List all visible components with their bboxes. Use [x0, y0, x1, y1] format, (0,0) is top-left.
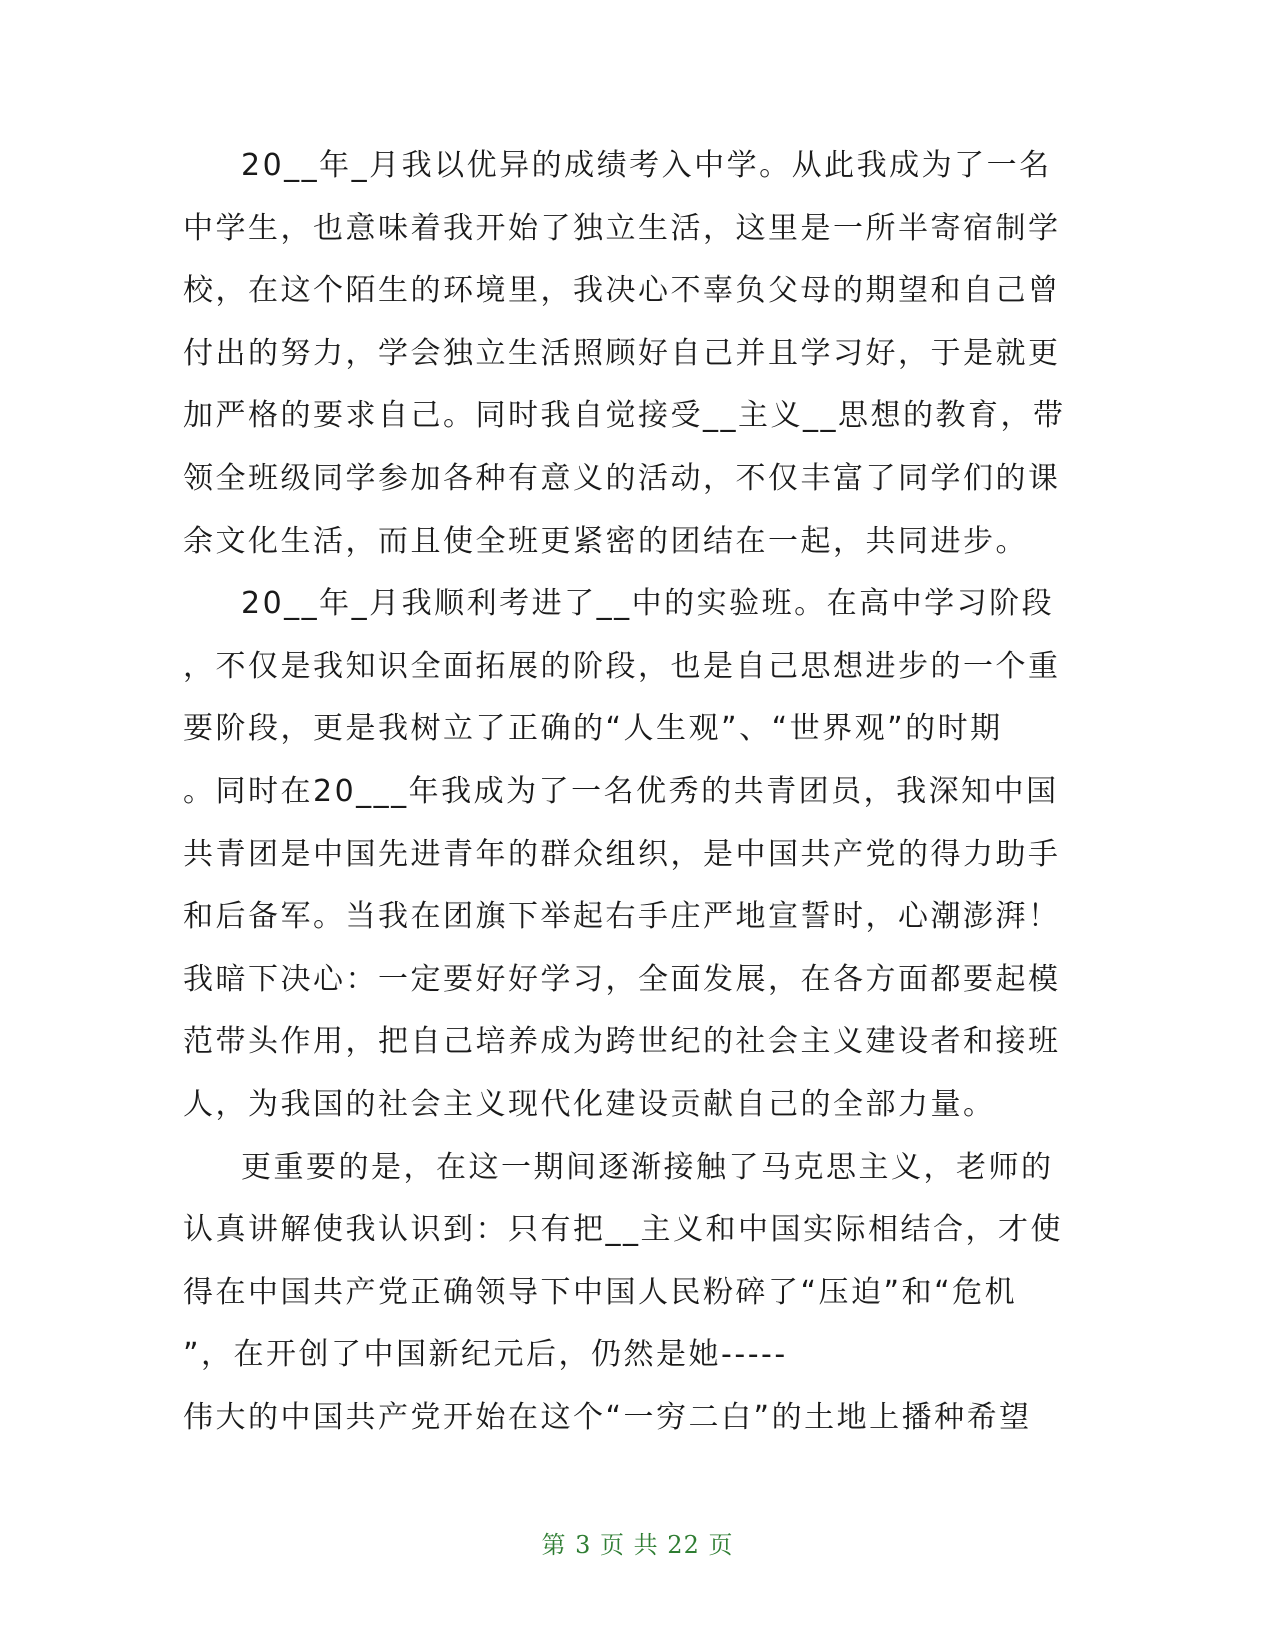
text-line: 校，在这个陌生的环境里，我决心不辜负父母的期望和自己曾: [183, 273, 1061, 309]
text-line: 领全班级同学参加各种有意义的活动，不仅丰富了同学们的课: [183, 460, 1061, 496]
text-line: 和后备军。当我在团旗下举起右手庄严地宣誓时，心潮澎湃！: [183, 899, 1061, 935]
text-line: 20__年_月我以优异的成绩考入中学。从此我成为了一名: [241, 148, 1052, 183]
text-line: 我暗下决心：一定要好好学习，全面发展，在各方面都要起模: [183, 961, 1061, 997]
text-line: 余文化生活，而且使全班更紧密的团结在一起，共同进步。: [183, 523, 1028, 559]
text-line: 认真讲解使我认识到：只有把__主义和中国实际相结合，才使: [183, 1212, 1063, 1248]
text-line: 范带头作用，把自己培养成为跨世纪的社会主义建设者和接班: [183, 1024, 1061, 1060]
text-line: 付出的努力，学会独立生活照顾好自己并且学习好，于是就更: [183, 335, 1061, 371]
text-line: ”，在开创了中国新纪元后，仍然是她-----: [183, 1337, 788, 1373]
text-line: 人，为我国的社会主义现代化建设贡献自己的全部力量。: [183, 1086, 996, 1122]
text-line: 20__年_月我顺利考进了__中的实验班。在高中学习阶段: [241, 586, 1055, 622]
text-line: 伟大的中国共产党开始在这个“一穷二白”的土地上播种希望: [183, 1399, 1032, 1435]
text-line: 中学生，也意味着我开始了独立生活，这里是一所半寄宿制学: [183, 210, 1061, 246]
text-line: 共青团是中国先进青年的群众组织，是中国共产党的得力助手: [183, 836, 1061, 872]
text-line: 得在中国共产党正确领导下中国人民粉碎了“压迫”和“危机: [183, 1274, 1018, 1310]
document-body: [183, 135, 1066, 1449]
text-line: ，不仅是我知识全面拓展的阶段，也是自己思想进步的一个重: [183, 648, 1061, 684]
page-number: 第 3 页 共 22 页: [541, 1531, 734, 1559]
text-line: 更重要的是，在这一期间逐渐接触了马克思主义，老师的: [241, 1149, 1054, 1185]
text-line: 。同时在20___年我成为了一名优秀的共青团员，我深知中国: [183, 773, 1059, 809]
text-line: 加严格的要求自己。同时我自觉接受__主义__思想的教育，带: [183, 398, 1066, 434]
text-line: 要阶段，更是我树立了正确的“人生观”、“世界观”的时期: [183, 711, 1003, 747]
